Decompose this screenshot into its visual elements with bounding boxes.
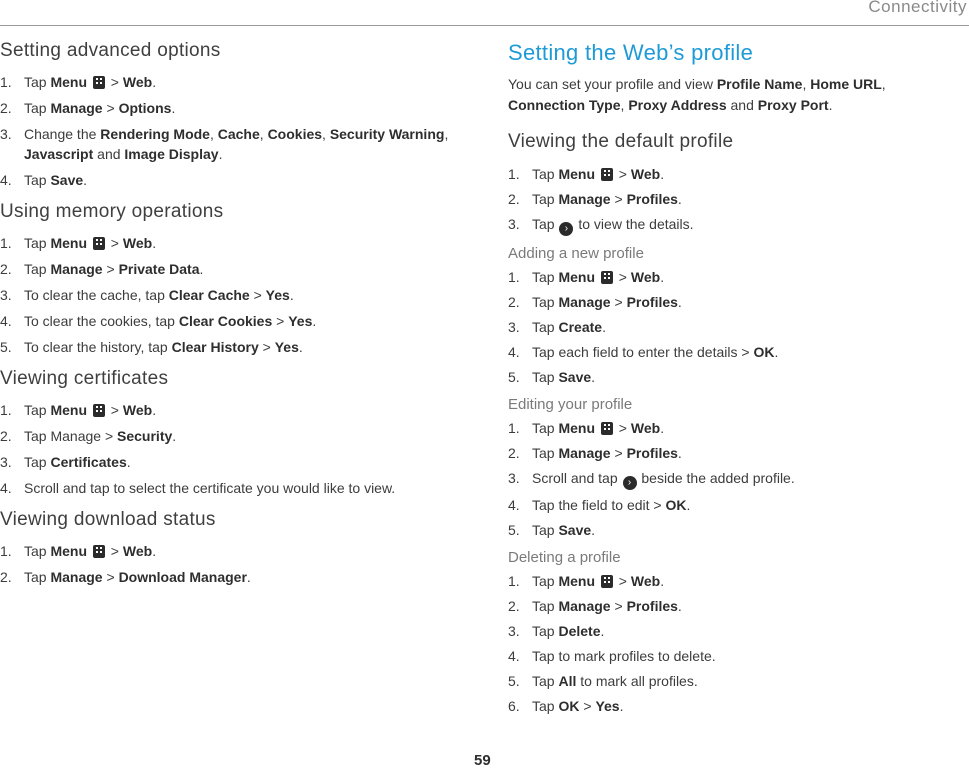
step-text: Tap [24, 235, 51, 251]
step-text: > [258, 339, 275, 355]
step-number: 4. [508, 344, 520, 360]
section-title-memory: Using memory operations [0, 201, 224, 222]
bold-term: Home URL [810, 76, 882, 92]
bold-term: Menu [50, 543, 88, 559]
bold-term: Profiles [626, 598, 678, 614]
bold-term: Yes [265, 287, 290, 303]
subsection-title-editing: Editing your profile [508, 396, 633, 413]
step-text: > [102, 261, 119, 277]
bold-term: Menu [50, 402, 88, 418]
step-item [0, 567, 470, 587]
bold-term: Manage [558, 598, 611, 614]
step-item [508, 292, 963, 312]
step-item [0, 170, 470, 190]
menu-icon [601, 575, 613, 588]
step-item [508, 696, 963, 716]
step-item [508, 443, 963, 463]
step-text: . [677, 598, 682, 614]
bold-term: OK [753, 344, 775, 360]
step-text: Tap [532, 191, 559, 207]
step-text: . [126, 454, 131, 470]
step-item [508, 571, 963, 591]
step-number: 6. [508, 698, 520, 714]
step-text: . [171, 100, 176, 116]
step-text: > [579, 698, 596, 714]
step-item [508, 164, 963, 184]
step-text: . [591, 369, 596, 385]
step-text: . [152, 402, 157, 418]
step-item [0, 72, 470, 92]
bold-term: Options [118, 100, 172, 116]
step-number: 4. [0, 313, 12, 329]
bold-term: Manage [50, 569, 103, 585]
bold-term: Menu [50, 235, 88, 251]
step-item [0, 259, 470, 279]
menu-icon [93, 404, 105, 417]
step-text: Change the [24, 126, 101, 142]
arrow-icon: › [559, 222, 573, 236]
step-text: . [289, 287, 294, 303]
step-text: . [298, 339, 303, 355]
section-title-advanced: Setting advanced options [0, 40, 221, 61]
steps-download [0, 541, 470, 587]
step-text: Tap [532, 598, 559, 614]
step-text: . [828, 97, 833, 113]
step-text: . [660, 269, 665, 285]
bold-term: Manage [50, 261, 103, 277]
step-text: > [249, 287, 266, 303]
step-number: 3. [508, 623, 520, 639]
bold-term: Manage [558, 445, 611, 461]
step-text: Tap [532, 420, 559, 436]
bold-term: Web [122, 235, 153, 251]
step-text: Tap Manage > [24, 428, 118, 444]
step-item [508, 342, 963, 362]
bold-term: Cache [217, 126, 260, 142]
bold-term: Menu [558, 573, 596, 589]
bold-term: Security Warning [329, 126, 445, 142]
step-item [0, 98, 470, 118]
bold-term: Manage [558, 191, 611, 207]
step-text: To clear the cookies, tap [24, 313, 179, 329]
step-text [87, 74, 91, 90]
section-title-default-profile: Viewing the default profile [508, 131, 734, 152]
step-text: beside the added profile. [637, 470, 795, 486]
step-item [0, 311, 470, 331]
steps-deleting-profile [508, 571, 963, 716]
step-text: . [591, 522, 596, 538]
bold-term: Profiles [626, 191, 678, 207]
step-number: 2. [0, 261, 12, 277]
step-text: Tap [532, 369, 559, 385]
step-text: Tap [24, 100, 51, 116]
bold-term: Image Display [124, 146, 219, 162]
subsection-title-deleting: Deleting a profile [508, 549, 621, 566]
bold-term: Proxy Port [757, 97, 829, 113]
step-number: 1. [0, 235, 12, 251]
intro-paragraph [508, 74, 963, 116]
bold-term: Save [558, 522, 592, 538]
bold-term: Profiles [626, 445, 678, 461]
step-text: . [660, 166, 665, 182]
bold-term: Clear History [171, 339, 259, 355]
step-text: > [614, 420, 631, 436]
step-number: 1. [508, 573, 520, 589]
step-text: . [602, 319, 606, 335]
step-item [0, 285, 470, 305]
page-number: 59 [474, 752, 491, 769]
step-number: 2. [0, 100, 12, 116]
step-text: . [774, 344, 779, 360]
bold-term: Save [558, 369, 592, 385]
steps-certificates [0, 400, 470, 498]
step-text: . [677, 445, 682, 461]
step-item [508, 317, 963, 337]
bold-term: Yes [288, 313, 313, 329]
step-text: > [106, 543, 123, 559]
step-number: 5. [508, 673, 520, 689]
bold-term: Yes [274, 339, 299, 355]
bold-term: Manage [50, 100, 103, 116]
step-text: Tap [24, 261, 51, 277]
step-text: > [610, 445, 627, 461]
bold-term: Web [122, 543, 153, 559]
step-text: > [106, 235, 123, 251]
step-text [595, 166, 599, 182]
step-text: > [102, 100, 119, 116]
step-text: Tap [24, 454, 51, 470]
step-number: 4. [0, 172, 12, 188]
bold-term: Save [50, 172, 84, 188]
step-number: 1. [0, 74, 12, 90]
step-text: > [610, 191, 627, 207]
step-item [508, 468, 963, 490]
bold-term: Connection Type [508, 97, 621, 113]
step-text: . [152, 235, 157, 251]
step-number: 1. [508, 166, 520, 182]
step-text: and [726, 97, 758, 113]
bold-term: Menu [558, 269, 596, 285]
step-text: . [83, 172, 88, 188]
menu-icon [93, 545, 105, 558]
step-text: Tap [24, 569, 51, 585]
bold-term: Delete [558, 623, 601, 639]
step-number: 2. [508, 598, 520, 614]
step-text: to view the details. [574, 216, 694, 232]
step-number: 1. [508, 269, 520, 285]
step-number: 1. [508, 420, 520, 436]
menu-icon [93, 237, 105, 250]
step-number: 2. [508, 294, 520, 310]
bold-term: Cookies [267, 126, 323, 142]
step-item [508, 520, 963, 540]
step-text: , [444, 126, 449, 142]
bold-term: Clear Cookies [178, 313, 273, 329]
bold-term: Profiles [626, 294, 678, 310]
step-text: > [106, 74, 123, 90]
step-item [508, 267, 963, 287]
bold-term: Web [630, 420, 661, 436]
bold-term: Menu [558, 420, 596, 436]
bold-term: Web [122, 74, 153, 90]
step-text: . [152, 74, 157, 90]
step-item [508, 671, 963, 691]
step-text: Tap [532, 698, 559, 714]
step-text: Tap the field to edit > [532, 497, 666, 513]
bold-term: Rendering Mode [100, 126, 210, 142]
step-text: . [246, 569, 251, 585]
step-number: 4. [0, 480, 12, 496]
menu-icon [601, 168, 613, 181]
bold-term: All [558, 673, 577, 689]
step-text: Tap [532, 166, 559, 182]
step-text: Tap [532, 623, 559, 639]
step-text: Tap [24, 402, 51, 418]
bold-term: Web [630, 166, 661, 182]
step-text [595, 573, 599, 589]
step-number: 5. [508, 369, 520, 385]
step-text: . [686, 497, 691, 513]
section-title-download: Viewing download status [0, 509, 216, 530]
bold-term: Create [558, 319, 603, 335]
step-text: > [614, 573, 631, 589]
step-item [0, 337, 470, 357]
step-text: . [619, 698, 624, 714]
bold-term: Web [122, 402, 153, 418]
step-number: 2. [508, 445, 520, 461]
steps-advanced [0, 72, 470, 190]
step-text [595, 420, 599, 436]
step-item [508, 189, 963, 209]
bold-term: Download Manager [118, 569, 247, 585]
step-number: 5. [0, 339, 12, 355]
step-text: , [620, 97, 629, 113]
step-text: To clear the history, tap [24, 339, 172, 355]
step-text: Tap [532, 673, 559, 689]
step-text: . [172, 428, 177, 444]
step-text: , [881, 76, 886, 92]
subsection-title-adding: Adding a new profile [508, 245, 644, 262]
step-item [508, 621, 963, 641]
section-title-certificates: Viewing certificates [0, 368, 169, 389]
step-item [508, 646, 963, 666]
step-text: Tap [532, 294, 559, 310]
step-number: 2. [508, 191, 520, 207]
step-text: Scroll and tap to select the certificate you would like to view. [24, 480, 396, 496]
bold-term: Clear Cache [168, 287, 250, 303]
step-text: Tap [24, 172, 51, 188]
step-text: . [677, 294, 682, 310]
step-number: 2. [0, 569, 12, 585]
bold-term: Yes [595, 698, 620, 714]
step-text: > [102, 569, 119, 585]
step-text [87, 235, 91, 251]
step-text: > [272, 313, 289, 329]
step-text: Tap [24, 543, 51, 559]
step-text: Tap [532, 445, 559, 461]
step-item [0, 233, 470, 253]
step-item [0, 452, 470, 472]
menu-icon [601, 422, 613, 435]
step-item [508, 495, 963, 515]
step-number: 3. [508, 470, 520, 486]
bold-term: Proxy Address [628, 97, 727, 113]
step-number: 5. [508, 522, 520, 538]
step-text [595, 269, 599, 285]
step-number: 1. [0, 543, 12, 559]
step-text: > [614, 166, 631, 182]
step-text: . [660, 420, 665, 436]
step-text: . [152, 543, 157, 559]
step-text: Tap [532, 216, 559, 232]
step-text: Tap [24, 74, 51, 90]
step-text: . [660, 573, 665, 589]
step-number: 3. [0, 126, 12, 142]
step-text: . [600, 623, 605, 639]
step-text: , [259, 126, 268, 142]
bold-term: OK [665, 497, 687, 513]
left-column [0, 38, 470, 593]
bold-term: Web [630, 269, 661, 285]
step-number: 3. [0, 287, 12, 303]
step-text: to mark all profiles. [576, 673, 698, 689]
step-number: 4. [508, 648, 520, 664]
step-text: Tap [532, 269, 559, 285]
step-number: 2. [0, 428, 12, 444]
step-text: Tap [532, 573, 559, 589]
step-text: , [802, 76, 811, 92]
step-text: , [209, 126, 218, 142]
step-text: Tap each field to enter the details > [532, 344, 754, 360]
menu-icon [93, 76, 105, 89]
bold-term: OK [558, 698, 580, 714]
step-text: , [322, 126, 330, 142]
step-item [508, 596, 963, 616]
right-column [508, 38, 963, 721]
step-item [508, 214, 963, 236]
step-text: Tap [532, 522, 559, 538]
step-text: . [218, 146, 223, 162]
step-text: . [677, 191, 682, 207]
step-number: 3. [508, 319, 520, 335]
bold-term: Menu [558, 166, 596, 182]
steps-adding-profile [508, 267, 963, 387]
step-text: > [610, 294, 627, 310]
bold-term: Manage [558, 294, 611, 310]
step-item [508, 367, 963, 387]
step-item [0, 541, 470, 561]
bold-term: Javascript [24, 146, 94, 162]
steps-editing-profile [508, 418, 963, 540]
step-number: 4. [508, 497, 520, 513]
step-text: > [610, 598, 627, 614]
header-divider [0, 25, 969, 26]
bold-term: Certificates [50, 454, 127, 470]
step-number: 3. [0, 454, 12, 470]
bold-term: Private Data [118, 261, 200, 277]
step-item [0, 426, 470, 446]
step-text: Tap [532, 319, 559, 335]
bold-term: Profile Name [716, 76, 803, 92]
step-text: . [312, 313, 317, 329]
step-text: Scroll and tap [532, 470, 622, 486]
bold-term: Web [630, 573, 661, 589]
step-text [87, 543, 91, 559]
step-text: > [106, 402, 123, 418]
step-text: > [614, 269, 631, 285]
step-number: 3. [508, 216, 520, 232]
step-text [87, 402, 91, 418]
bold-term: Menu [50, 74, 88, 90]
step-text: and [93, 146, 125, 162]
step-item [0, 124, 470, 164]
step-text: You can set your profile and view [508, 76, 717, 92]
chapter-title: Connectivity [868, 0, 967, 16]
step-item [508, 418, 963, 438]
menu-icon [601, 271, 613, 284]
step-item [0, 478, 470, 498]
steps-memory [0, 233, 470, 357]
steps-default-profile [508, 164, 963, 236]
step-number: 1. [0, 402, 12, 418]
step-text: To clear the cache, tap [24, 287, 169, 303]
step-item [0, 400, 470, 420]
step-text: . [199, 261, 204, 277]
bold-term: Security [117, 428, 173, 444]
page-title: Setting the Web’s profile [508, 40, 754, 65]
arrow-icon: › [623, 476, 637, 490]
step-text: Tap to mark profiles to delete. [532, 648, 716, 664]
